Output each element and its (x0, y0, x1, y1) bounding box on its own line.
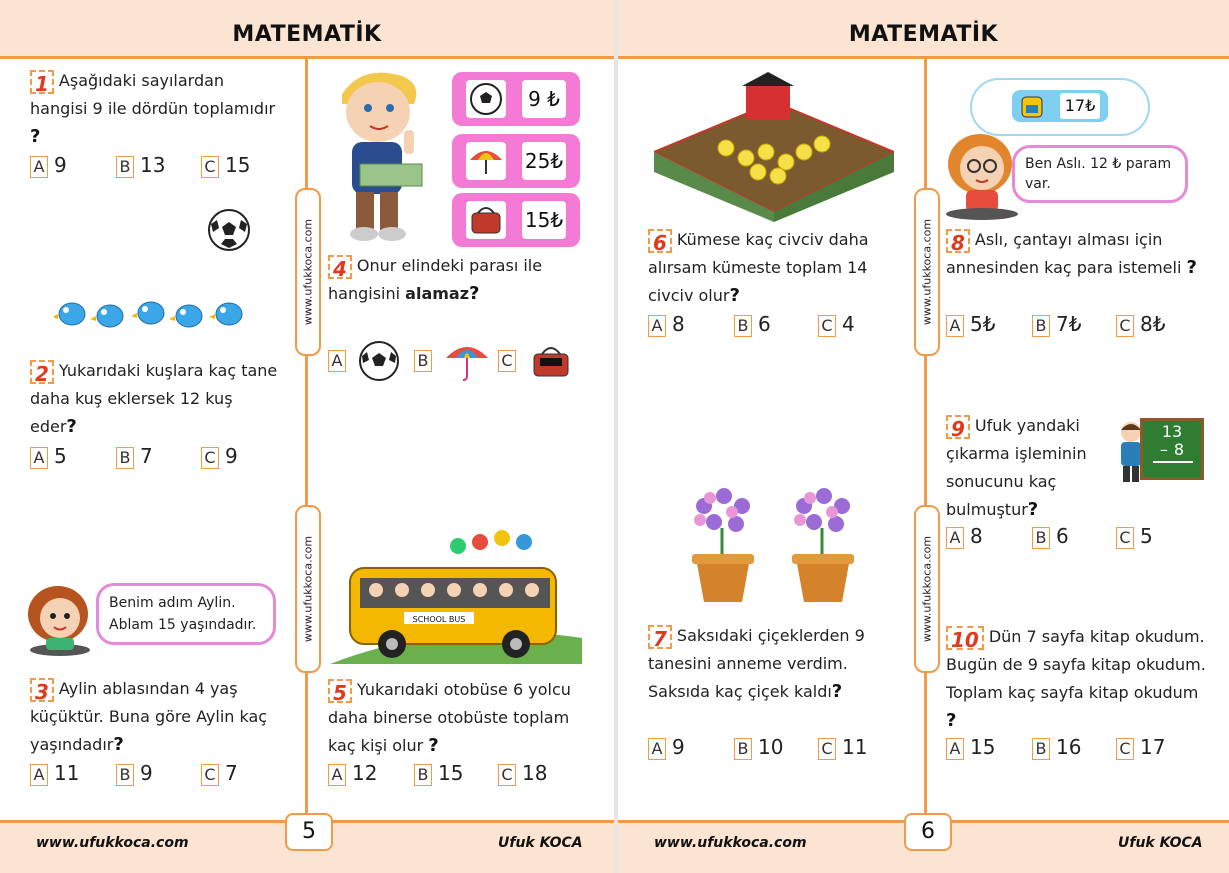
question-mark: ? (30, 126, 41, 147)
question-text: Aylin ablasından 4 yaş küçüktür. Buna göre Aylin kaç yaşındadır (30, 679, 268, 754)
option-a[interactable]: A 8 (648, 312, 685, 337)
option-c[interactable]: C 4 (818, 312, 855, 337)
question-2 (30, 357, 284, 441)
option-c[interactable]: C 15 (201, 153, 250, 178)
price-tag-ball (452, 72, 580, 126)
speech-bubble: Benim adım Aylin. Ablam 15 yaşındadır. (96, 583, 276, 645)
chalkboard-illustration (1116, 418, 1206, 484)
page-title: MATEMATİK (232, 22, 382, 47)
side-website-label: www.ufukkoca.com (295, 188, 321, 356)
column-divider (924, 59, 927, 820)
option-c[interactable]: C 17 (1116, 735, 1165, 760)
price-label: 9 ₺ (522, 80, 566, 118)
option-a[interactable]: A 11 (30, 761, 79, 786)
option-a[interactable]: A 8 (946, 524, 983, 549)
option-c[interactable]: C 7 (201, 761, 238, 786)
option-b[interactable]: B 7 (116, 444, 153, 469)
column-divider (305, 59, 308, 820)
question-text: Saksıdaki çiçeklerden 9 tanesini anneme verdim. Saksıda kaç çiçek kaldı (648, 626, 865, 701)
question-text: Kümese kaç civciv daha alırsam kümeste toplam 14 civciv olur (648, 230, 869, 305)
soccer-ball-icon (207, 208, 251, 252)
question-mark: ? (66, 416, 77, 437)
price-tag-bag (1012, 90, 1108, 122)
page-header (0, 0, 614, 59)
side-website-label: www.ufukkoca.com (914, 188, 940, 356)
board-second-number: – 8 (1159, 440, 1185, 459)
bag-icon (466, 201, 506, 239)
question-number: 7 (648, 625, 672, 649)
page-number: 6 (904, 813, 952, 851)
soccer-ball-icon (358, 340, 400, 382)
option-a[interactable]: A (328, 340, 400, 382)
question-number: 8 (946, 229, 970, 253)
question-mark: ? (469, 283, 480, 304)
price-label: 25₺ (522, 142, 566, 180)
page-footer (0, 820, 614, 873)
question-mark: ? (729, 285, 740, 306)
question-text: Aslı, çantayı alması için annesinden kaç para istemeli (946, 230, 1182, 277)
page-right (618, 0, 1229, 873)
option-b[interactable]: B 13 (116, 153, 165, 178)
option-b[interactable]: B 6 (734, 312, 771, 337)
question-text: Yukarıdaki otobüse 6 yolcu daha binerse otobüste toplam kaç kişi olur (328, 680, 571, 755)
question-mark: ? (831, 681, 843, 702)
option-c[interactable]: C 9 (201, 444, 238, 469)
flower-pots-illustration (684, 484, 874, 604)
option-c[interactable]: C 11 (818, 735, 867, 760)
footer-author: Ufuk KOCA (498, 835, 583, 851)
question-number: 3 (30, 678, 54, 702)
option-a[interactable]: A 9 (30, 153, 67, 178)
question-text: Onur elindeki parası ile hangisini (328, 256, 543, 303)
question-number: 1 (30, 70, 54, 94)
option-a[interactable]: A 5₺ (946, 312, 995, 337)
side-website-label: www.ufukkoca.com (914, 505, 940, 673)
page-left (0, 0, 614, 873)
option-a[interactable]: A 5 (30, 444, 67, 469)
footer-author: Ufuk KOCA (1118, 835, 1203, 851)
option-b[interactable]: B 10 (734, 735, 783, 760)
question-text: Aşağıdaki sayılardan hangisi 9 ile dördün toplamıdır (30, 71, 276, 118)
question-text: Dün 7 sayfa kitap okudum. Bugün de 9 sayfa kitap okudum. Toplam kaç sayfa kitap okudum (946, 627, 1206, 702)
bag-icon (528, 340, 574, 382)
question-3 (30, 675, 284, 759)
option-b[interactable]: B (414, 340, 490, 382)
birds-illustration (54, 290, 250, 334)
boy-onur-illustration (322, 64, 432, 244)
price-label: 17₺ (1060, 93, 1100, 119)
chicken-coop-illustration (654, 72, 894, 222)
soccer-ball-icon (466, 80, 506, 118)
question-1 (30, 67, 284, 151)
option-b[interactable]: B 16 (1032, 735, 1081, 760)
question-mark: ? (113, 734, 124, 755)
bus-label: SCHOOL BUS (412, 615, 466, 624)
school-bus-illustration (330, 528, 582, 664)
side-website-label: www.ufukkoca.com (295, 505, 321, 673)
option-a[interactable]: A 9 (648, 735, 685, 760)
option-c[interactable]: C 8₺ (1116, 312, 1165, 337)
footer-website: www.ufukkoca.com (654, 835, 807, 851)
page-footer (618, 820, 1229, 873)
option-c[interactable]: C 5 (1116, 524, 1153, 549)
girl-asli-illustration (942, 128, 1022, 220)
question-9 (946, 412, 1114, 524)
board-line (1153, 461, 1193, 463)
question-number: 4 (328, 255, 352, 279)
speech-bubble: Ben Aslı. 12 ₺ param var. (1012, 145, 1188, 203)
price-tag-umbrella (452, 134, 580, 188)
option-c[interactable]: C (498, 340, 574, 382)
question-number: 10 (946, 626, 984, 650)
option-b[interactable]: B 7₺ (1032, 312, 1081, 337)
question-6 (648, 226, 910, 310)
page-number: 5 (285, 813, 333, 851)
question-mark: ? (946, 710, 957, 731)
page-header (618, 0, 1229, 59)
question-number: 5 (328, 679, 352, 703)
option-a[interactable]: A 12 (328, 761, 377, 786)
price-label: 15₺ (522, 201, 566, 239)
question-number: 6 (648, 229, 672, 253)
question-4 (328, 252, 590, 308)
option-c[interactable]: C 18 (498, 761, 547, 786)
board-top-number: 13 (1161, 422, 1183, 441)
question-mark: ? (1027, 499, 1039, 520)
option-a[interactable]: A 15 (946, 735, 995, 760)
question-mark: ? (1186, 257, 1197, 278)
option-b[interactable]: B 9 (116, 761, 153, 786)
umbrella-icon (444, 340, 490, 382)
question-emphasis: alamaz (405, 284, 470, 303)
question-mark: ? (428, 735, 439, 756)
question-8 (946, 226, 1208, 282)
price-tag-bag (452, 193, 580, 247)
question-5 (328, 676, 590, 760)
option-b[interactable]: B 6 (1032, 524, 1069, 549)
option-b[interactable]: B 15 (414, 761, 463, 786)
page-title: MATEMATİK (848, 22, 999, 47)
question-text: Yukarıdaki kuşlara kaç tane daha kuş eklersek 12 kuş eder (30, 361, 278, 436)
question-10 (946, 623, 1208, 735)
question-number: 2 (30, 360, 54, 384)
question-number: 9 (946, 415, 970, 439)
girl-aylin-illustration (24, 580, 96, 656)
footer-website: www.ufukkoca.com (36, 835, 189, 851)
question-text: Ufuk yandaki çıkarma işleminin sonucunu kaç bulmuştur (946, 416, 1087, 519)
question-7 (648, 622, 910, 706)
umbrella-icon (466, 142, 506, 180)
backpack-icon (1018, 93, 1046, 119)
